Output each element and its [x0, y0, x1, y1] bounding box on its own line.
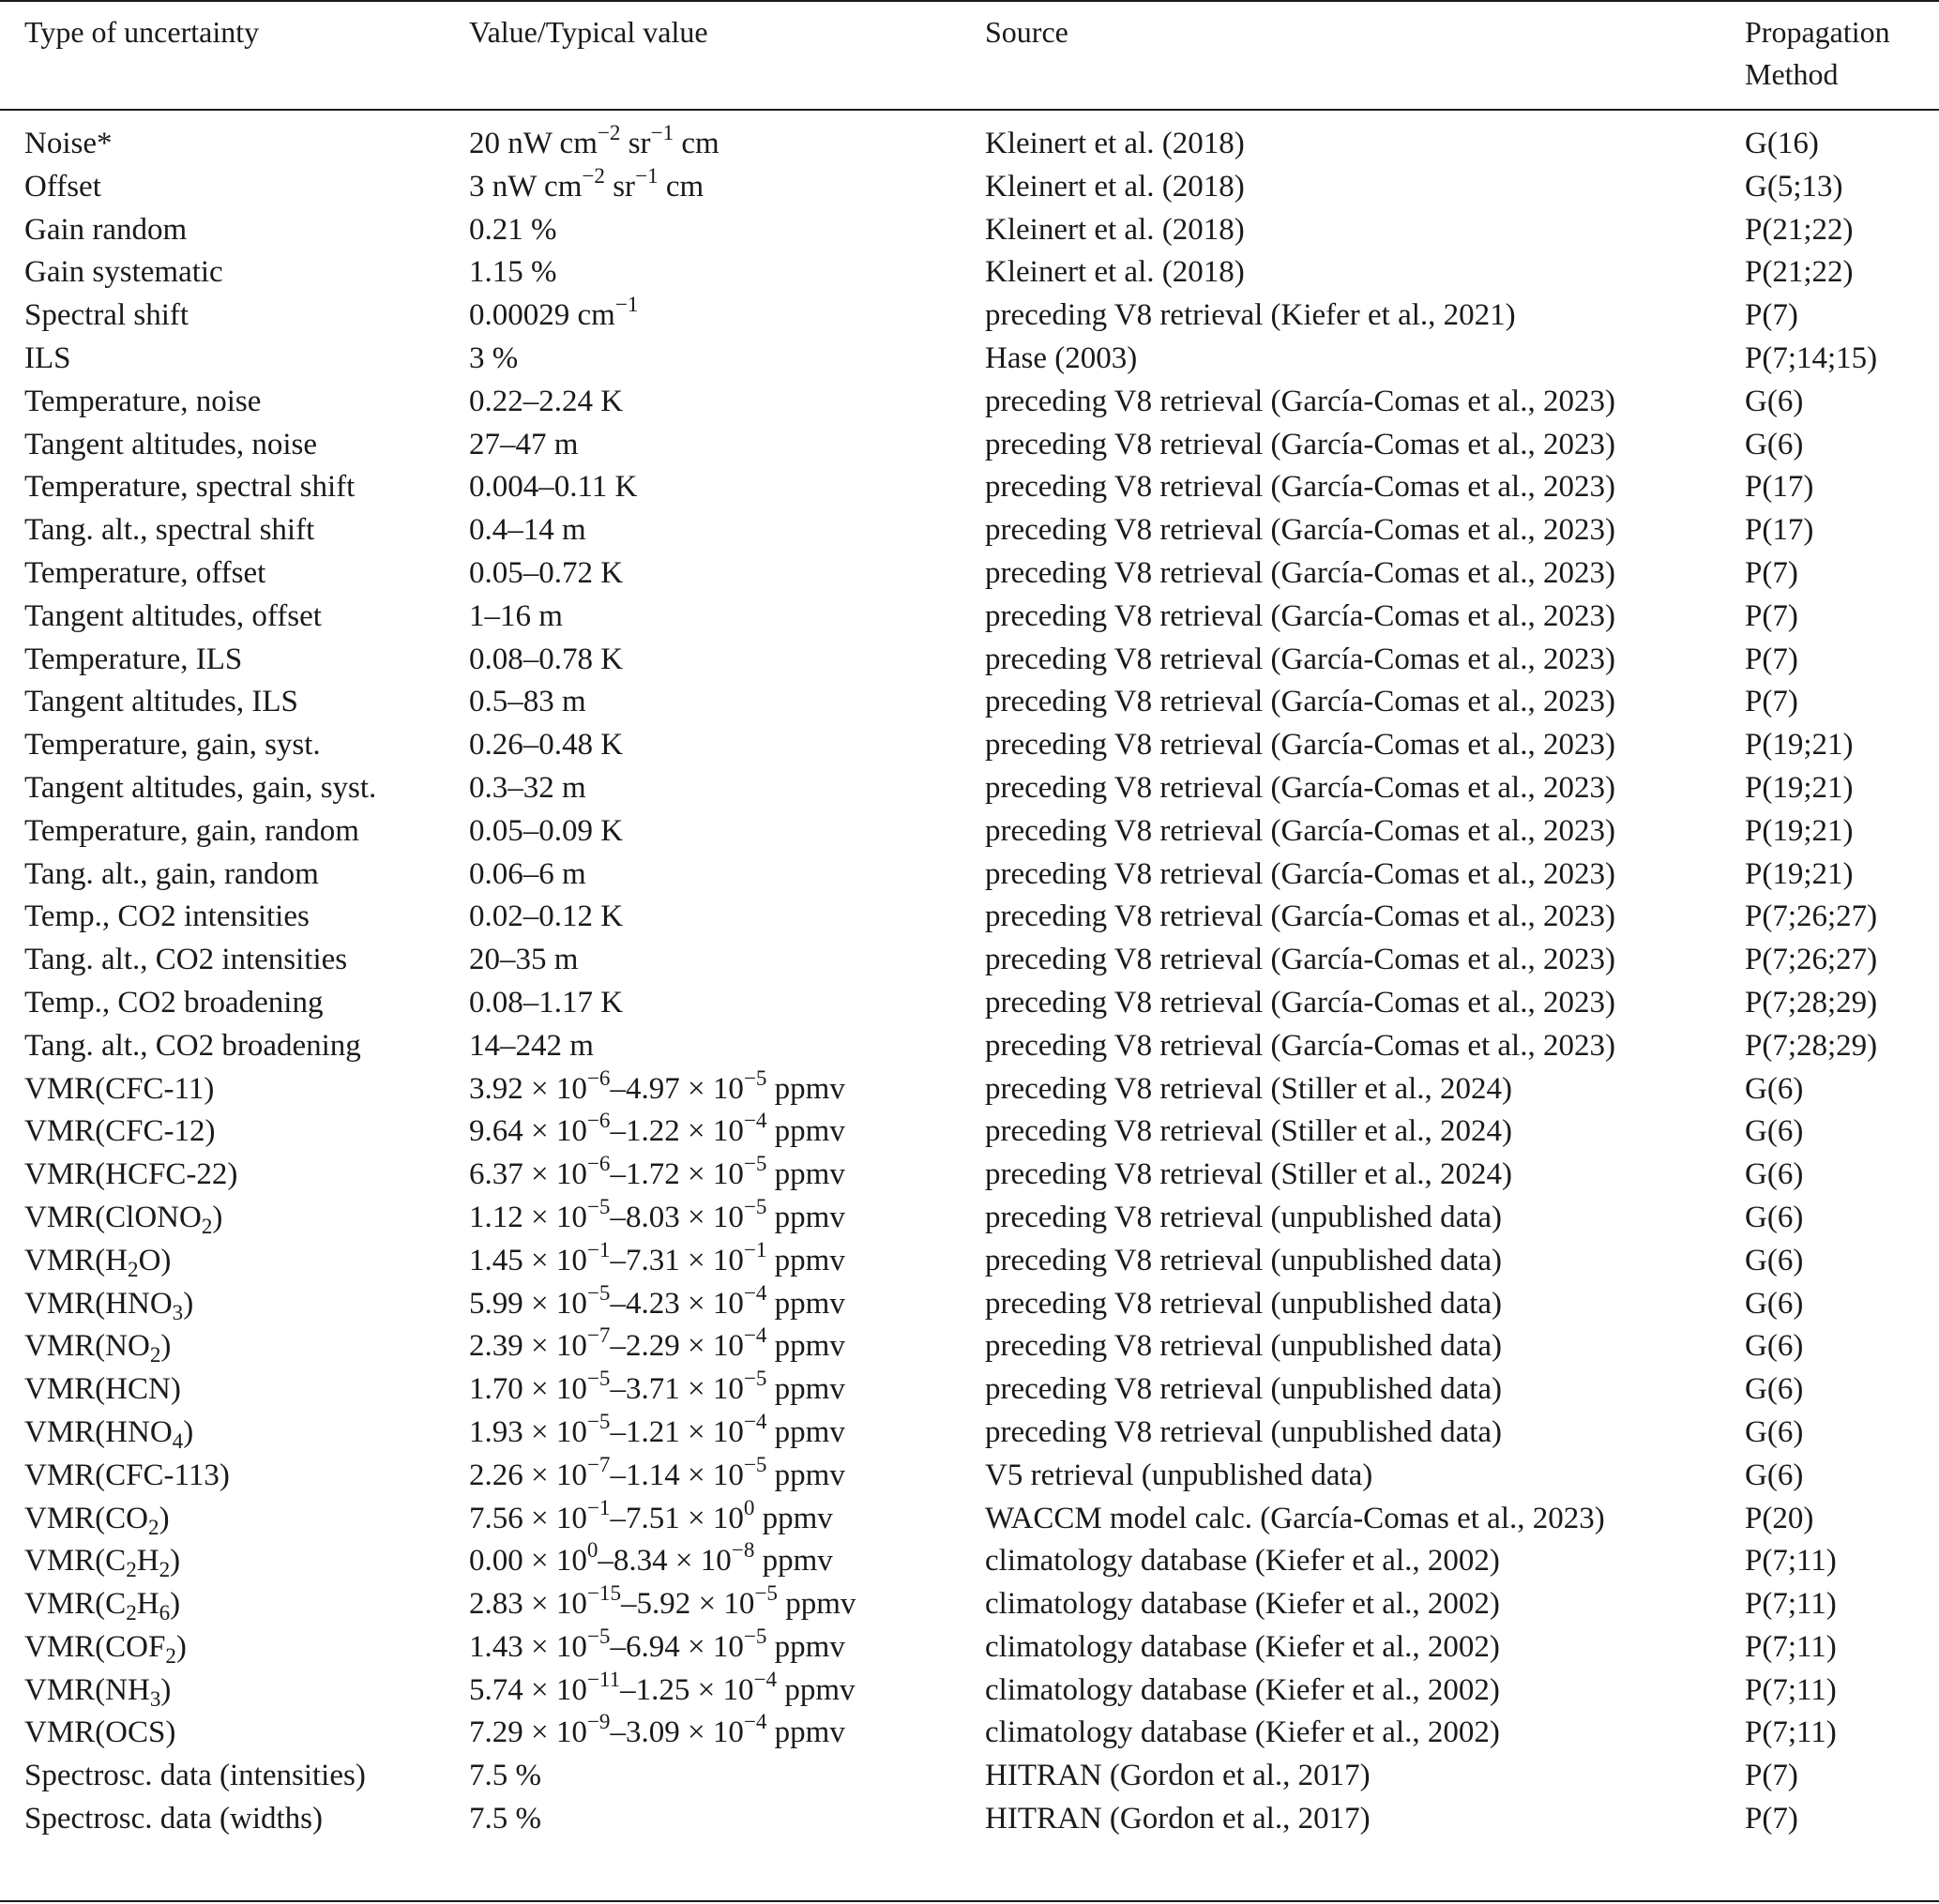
table-row — [0, 251, 1939, 295]
cell-value: $1.12 \times 10^{-5}-8.03 \times 10^{-5}$ ppmv — [469, 1194, 845, 1234]
table-top-rule — [0, 0, 1939, 2]
cell-type: $VMR(NO_2)$ — [24, 1329, 172, 1368]
table-row — [0, 639, 1939, 682]
cell-value: $2.83 \times 10^{-15}-5.92 \times 10^{-5}$ ppmv — [469, 1580, 856, 1622]
cell-method: P(17) — [1745, 470, 1814, 505]
cell-type: VMR(CFC-113) — [24, 1458, 230, 1492]
cell-method: P(19;21) — [1745, 856, 1854, 891]
cell-value: 20–35 m — [469, 943, 579, 977]
table-row — [0, 1626, 1939, 1670]
cell-value: 0.08–1.17 K — [469, 985, 624, 1020]
cell-method: G(6) — [1745, 1329, 1804, 1364]
cell-source: preceding V8 retrieval (García-Comas et al., 2023) — [985, 685, 1615, 719]
table-row — [0, 552, 1939, 596]
cell-source: preceding V8 retrieval (García-Comas et al., 2023) — [985, 427, 1615, 461]
cell-value: $6.37 \times 10^{-6}-1.72 \times 10^{-5}$ ppmv — [469, 1151, 845, 1192]
table-row — [0, 596, 1939, 639]
table-row — [0, 767, 1939, 810]
cell-source: climatology database (Kiefer et al., 2002) — [985, 1629, 1500, 1664]
cell-method: G(6) — [1745, 427, 1804, 461]
table-row — [0, 1537, 1939, 1583]
cell-source: HITRAN (Gordon et al., 2017) — [985, 1759, 1371, 1793]
cell-method: G(6) — [1745, 1243, 1804, 1277]
table-bottom-rule — [0, 1900, 1939, 1902]
cell-value: $2.26 \times 10^{-7}-1.14 \times 10^{-5}$ ppmv — [469, 1451, 845, 1492]
table-row — [0, 292, 1939, 338]
cell-method: P(17) — [1745, 513, 1814, 548]
table-row — [0, 1666, 1939, 1713]
cell-source: HITRAN (Gordon et al., 2017) — [985, 1802, 1371, 1836]
cell-value: 14–242 m — [469, 1028, 594, 1063]
cell-source: climatology database (Kiefer et al., 2002) — [985, 1672, 1500, 1707]
cell-value: 0.26–0.48 K — [469, 728, 624, 763]
cell-value: $1.43 \times 10^{-5}-6.94 \times 10^{-5}$ ppmv — [469, 1624, 845, 1664]
cell-value: 0.3–32 m — [469, 770, 586, 805]
cell-source: climatology database (Kiefer et al., 2002) — [985, 1587, 1500, 1622]
header-source: Source — [985, 15, 1068, 49]
table-row — [0, 939, 1939, 982]
cell-type: Spectrosc. data (widths) — [24, 1802, 323, 1836]
cell-method: P(7) — [1745, 685, 1798, 719]
cell-method: G(6) — [1745, 1372, 1804, 1407]
cell-source: preceding V8 retrieval (Kiefer et al., 2021) — [985, 298, 1516, 333]
table-row — [0, 1451, 1939, 1498]
table-row — [0, 810, 1939, 854]
cell-source: Kleinert et al. (2018) — [985, 255, 1245, 290]
cell-method: G(6) — [1745, 1200, 1804, 1234]
table-row — [0, 724, 1939, 767]
table-row — [0, 1194, 1939, 1240]
cell-value: $7.56 \times 10^{-1}-7.51 \times 10^0$ ppmv — [469, 1494, 833, 1535]
cell-source: WACCM model calc. (García-Comas et al., 2023) — [985, 1501, 1605, 1535]
cell-method: P(7) — [1745, 642, 1798, 676]
cell-type: Gain systematic — [24, 255, 223, 290]
cell-method: P(7;28;29) — [1745, 1028, 1878, 1063]
cell-source: preceding V8 retrieval (García-Comas et al., 2023) — [985, 642, 1615, 676]
cell-value: 27–47 m — [469, 427, 579, 461]
cell-source: preceding V8 retrieval (unpublished data) — [985, 1243, 1503, 1277]
cell-type: Tangent altitudes, offset — [24, 598, 322, 633]
cell-type: VMR(CFC-11) — [24, 1071, 215, 1106]
cell-method: G(6) — [1745, 1157, 1804, 1192]
cell-method: P(19;21) — [1745, 770, 1854, 805]
table-row — [0, 1709, 1939, 1755]
cell-type: Temperature, offset — [24, 555, 266, 590]
cell-value: $2.39 \times 10^{-7}-2.29 \times 10^{-4}$ ppmv — [469, 1322, 845, 1364]
cell-type: $VMR(CO_2)$ — [24, 1501, 170, 1539]
cell-type: Temp., CO2 broadening — [24, 985, 324, 1020]
table-row — [0, 854, 1939, 897]
cell-method: P(19;21) — [1745, 813, 1854, 848]
cell-value: $5.74 \times 10^{-11}-1.25 \times 10^{-4}$ ppmv — [469, 1666, 856, 1707]
cell-type: VMR(OCS) — [24, 1715, 176, 1750]
table-row — [0, 424, 1939, 467]
cell-source: Kleinert et al. (2018) — [985, 127, 1245, 160]
cell-type: Noise* — [24, 127, 113, 160]
cell-method: P(7;11) — [1745, 1672, 1837, 1707]
cell-type: Tangent altitudes, noise — [24, 427, 318, 461]
table-row — [0, 896, 1939, 939]
cell-method: G(6) — [1745, 1071, 1804, 1106]
cell-type: ILS — [24, 340, 71, 375]
cell-source: Kleinert et al. (2018) — [985, 212, 1245, 247]
cell-method: G(6) — [1745, 384, 1804, 418]
cell-value: 0.22–2.24 K — [469, 384, 624, 418]
table-row — [0, 1236, 1939, 1283]
cell-method: P(7;11) — [1745, 1587, 1837, 1622]
cell-type: Tang. alt., gain, random — [24, 856, 319, 891]
table-row — [0, 681, 1939, 724]
cell-method: P(21;22) — [1745, 212, 1854, 247]
cell-method: P(7;26;27) — [1745, 943, 1878, 977]
cell-source: preceding V8 retrieval (unpublished data) — [985, 1286, 1503, 1321]
cell-type: $VMR(H_2O)$ — [24, 1243, 172, 1281]
cell-type: Tangent altitudes, gain, syst. — [24, 770, 377, 805]
cell-type: Temp., CO2 intensities — [24, 899, 310, 934]
cell-source: preceding V8 retrieval (García-Comas et al., 2023) — [985, 985, 1615, 1020]
cell-type: Gain random — [24, 212, 188, 247]
header-value: Value/Typical value — [469, 15, 708, 49]
table-row — [0, 1494, 1939, 1541]
cell-value: $1.70 \times 10^{-5}-3.71 \times 10^{-5}$ ppmv — [469, 1366, 845, 1407]
cell-source: preceding V8 retrieval (unpublished data) — [985, 1414, 1503, 1449]
cell-method: P(7;14;15) — [1745, 340, 1878, 375]
cell-value: 1.15 % — [469, 255, 557, 290]
table-row — [0, 1108, 1939, 1154]
cell-value: 0.5–83 m — [469, 685, 586, 719]
cell-source: preceding V8 retrieval (unpublished data) — [985, 1329, 1503, 1364]
cell-source: V5 retrieval (unpublished data) — [985, 1458, 1373, 1492]
cell-source: preceding V8 retrieval (García-Comas et al., 2023) — [985, 1028, 1615, 1063]
table-row — [0, 381, 1939, 424]
cell-method: P(7;11) — [1745, 1544, 1837, 1579]
cell-source: climatology database (Kiefer et al., 2002) — [985, 1715, 1500, 1750]
cell-source: Hase (2003) — [985, 340, 1138, 375]
cell-method: P(21;22) — [1745, 255, 1854, 290]
table-row — [0, 120, 1939, 166]
cell-value: 20 nW $cm^{-2}$ $sr^{-1}$ cm — [469, 120, 720, 160]
cell-source: preceding V8 retrieval (García-Comas et al., 2023) — [985, 384, 1615, 418]
header-method-line1: Propagation — [1745, 15, 1890, 49]
cell-type: Spectrosc. data (intensities) — [24, 1759, 366, 1793]
cell-value: 7.5 % — [469, 1759, 541, 1793]
table-row — [0, 1755, 1939, 1798]
table-row — [0, 509, 1939, 552]
cell-method: P(7;28;29) — [1745, 985, 1878, 1020]
cell-type: $VMR(NH_3)$ — [24, 1672, 172, 1711]
cell-value: 0.21 % — [469, 212, 557, 247]
cell-source: preceding V8 retrieval (García-Comas et al., 2023) — [985, 470, 1615, 505]
cell-source: climatology database (Kiefer et al., 2002) — [985, 1544, 1500, 1579]
table-row — [0, 209, 1939, 252]
table-row — [0, 1151, 1939, 1197]
cell-type: Tang. alt., CO2 intensities — [24, 943, 348, 977]
cell-method: P(7) — [1745, 598, 1798, 633]
cell-method: P(7;11) — [1745, 1629, 1837, 1664]
cell-source: preceding V8 retrieval (Stiller et al., 2024) — [985, 1157, 1513, 1192]
cell-method: G(5;13) — [1745, 169, 1843, 204]
table-header-rule — [0, 109, 1939, 111]
cell-type: Temperature, ILS — [24, 642, 243, 676]
cell-type: VMR(HCFC-22) — [24, 1157, 238, 1192]
cell-type: VMR(CFC-12) — [24, 1114, 216, 1149]
cell-type: Temperature, spectral shift — [24, 470, 356, 505]
header-method-line2: Method — [1745, 57, 1839, 91]
cell-source: preceding V8 retrieval (García-Comas et al., 2023) — [985, 813, 1615, 848]
cell-method: P(7) — [1745, 298, 1798, 333]
cell-value: $1.45 \times 10^{-1}-7.31 \times 10^{-1}$ ppmv — [469, 1236, 845, 1277]
cell-type: Temperature, gain, syst. — [24, 728, 321, 763]
cell-source: preceding V8 retrieval (García-Comas et al., 2023) — [985, 899, 1615, 934]
table-row — [0, 1368, 1939, 1412]
cell-type: Tang. alt., spectral shift — [24, 513, 315, 548]
table-header — [0, 11, 1939, 105]
table-row — [0, 1580, 1939, 1626]
cell-value: $5.99 \times 10^{-5}-4.23 \times 10^{-4}$ ppmv — [469, 1279, 845, 1321]
cell-value: $1.93 \times 10^{-5}-1.21 \times 10^{-4}$ ppmv — [469, 1409, 845, 1449]
cell-source: preceding V8 retrieval (García-Comas et al., 2023) — [985, 728, 1615, 763]
cell-source: preceding V8 retrieval (Stiller et al., 2024) — [985, 1114, 1513, 1149]
table-row — [0, 466, 1939, 509]
cell-method: P(19;21) — [1745, 728, 1854, 763]
cell-source: preceding V8 retrieval (unpublished data) — [985, 1372, 1503, 1407]
header-type: Type of uncertainty — [24, 15, 260, 49]
cell-value: 0.05–0.72 K — [469, 555, 624, 590]
table-row — [0, 1279, 1939, 1326]
cell-value: 0.05–0.09 K — [469, 813, 624, 848]
cell-type: $VMR(HNO_3)$ — [24, 1286, 194, 1324]
cell-type: Spectral shift — [24, 298, 189, 333]
cell-value: $9.64 \times 10^{-6}-1.22 \times 10^{-4}$ ppmv — [469, 1108, 845, 1149]
cell-value: $0.00 \times 10^0-8.34 \times 10^{-8}$ ppmv — [469, 1537, 833, 1579]
cell-value: 0.4–14 m — [469, 513, 586, 548]
cell-source: preceding V8 retrieval (unpublished data) — [985, 1200, 1503, 1234]
cell-type: Tang. alt., CO2 broadening — [24, 1028, 361, 1063]
cell-method: G(6) — [1745, 1114, 1804, 1149]
cell-value: $7.29 \times 10^{-9}-3.09 \times 10^{-4}$ ppmv — [469, 1709, 845, 1750]
table-row — [0, 1798, 1939, 1841]
cell-type: VMR(HCN) — [24, 1372, 181, 1407]
table-row — [0, 338, 1939, 381]
table-body — [0, 120, 1939, 1841]
table-row — [0, 1065, 1939, 1111]
cell-source: preceding V8 retrieval (García-Comas et al., 2023) — [985, 856, 1615, 891]
cell-source: preceding V8 retrieval (García-Comas et al., 2023) — [985, 943, 1615, 977]
cell-source: Kleinert et al. (2018) — [985, 169, 1245, 204]
cell-value: 3 % — [469, 340, 519, 375]
cell-type: VMR(ClONO$_2$) — [24, 1200, 223, 1238]
cell-method: P(7;11) — [1745, 1715, 1837, 1750]
table-row — [0, 1409, 1939, 1455]
cell-method: P(20) — [1745, 1501, 1814, 1535]
cell-method: G(6) — [1745, 1458, 1804, 1492]
cell-method: G(6) — [1745, 1414, 1804, 1449]
table-row — [0, 1025, 1939, 1068]
cell-type: $VMR(HNO_4)$ — [24, 1414, 194, 1453]
cell-value: $3.92 \times 10^{-6}-4.97 \times 10^{-5}$ ppmv — [469, 1065, 845, 1106]
cell-type: $VMR(C_2H_6)$ — [24, 1587, 181, 1625]
cell-method: G(16) — [1745, 127, 1819, 160]
cell-method: P(7;26;27) — [1745, 899, 1878, 934]
cell-type: Temperature, noise — [24, 384, 262, 418]
cell-value: 0.08–0.78 K — [469, 642, 624, 676]
header-method — [1745, 11, 1890, 96]
cell-value: 0.004–0.11 K — [469, 470, 638, 505]
cell-type: Offset — [24, 169, 101, 204]
cell-value: 7.5 % — [469, 1802, 541, 1836]
cell-source: preceding V8 retrieval (García-Comas et al., 2023) — [985, 598, 1615, 633]
table-row — [0, 1322, 1939, 1368]
cell-type: Tangent altitudes, ILS — [24, 685, 298, 719]
cell-method: P(7) — [1745, 555, 1798, 590]
cell-value: 0.06–6 m — [469, 856, 586, 891]
cell-source: preceding V8 retrieval (Stiller et al., 2024) — [985, 1071, 1513, 1106]
cell-source: preceding V8 retrieval (García-Comas et al., 2023) — [985, 555, 1615, 590]
cell-source: preceding V8 retrieval (García-Comas et al., 2023) — [985, 770, 1615, 805]
cell-value: 0.00029 $cm^{-1}$ — [469, 292, 639, 333]
cell-value: 3 nW $cm^{-2}$ $sr^{-1}$ cm — [469, 162, 704, 204]
cell-value: 0.02–0.12 K — [469, 899, 624, 934]
cell-type: $VMR(C_2H_2)$ — [24, 1544, 181, 1582]
table-row — [0, 982, 1939, 1025]
cell-method: P(7) — [1745, 1802, 1798, 1836]
table-row — [0, 162, 1939, 209]
cell-method: G(6) — [1745, 1286, 1804, 1321]
cell-method: P(7) — [1745, 1759, 1798, 1793]
cell-type: $VMR(COF_2)$ — [24, 1629, 187, 1668]
cell-type: Temperature, gain, random — [24, 813, 359, 848]
cell-value: 1–16 m — [469, 598, 563, 633]
cell-source: preceding V8 retrieval (García-Comas et al., 2023) — [985, 513, 1615, 548]
